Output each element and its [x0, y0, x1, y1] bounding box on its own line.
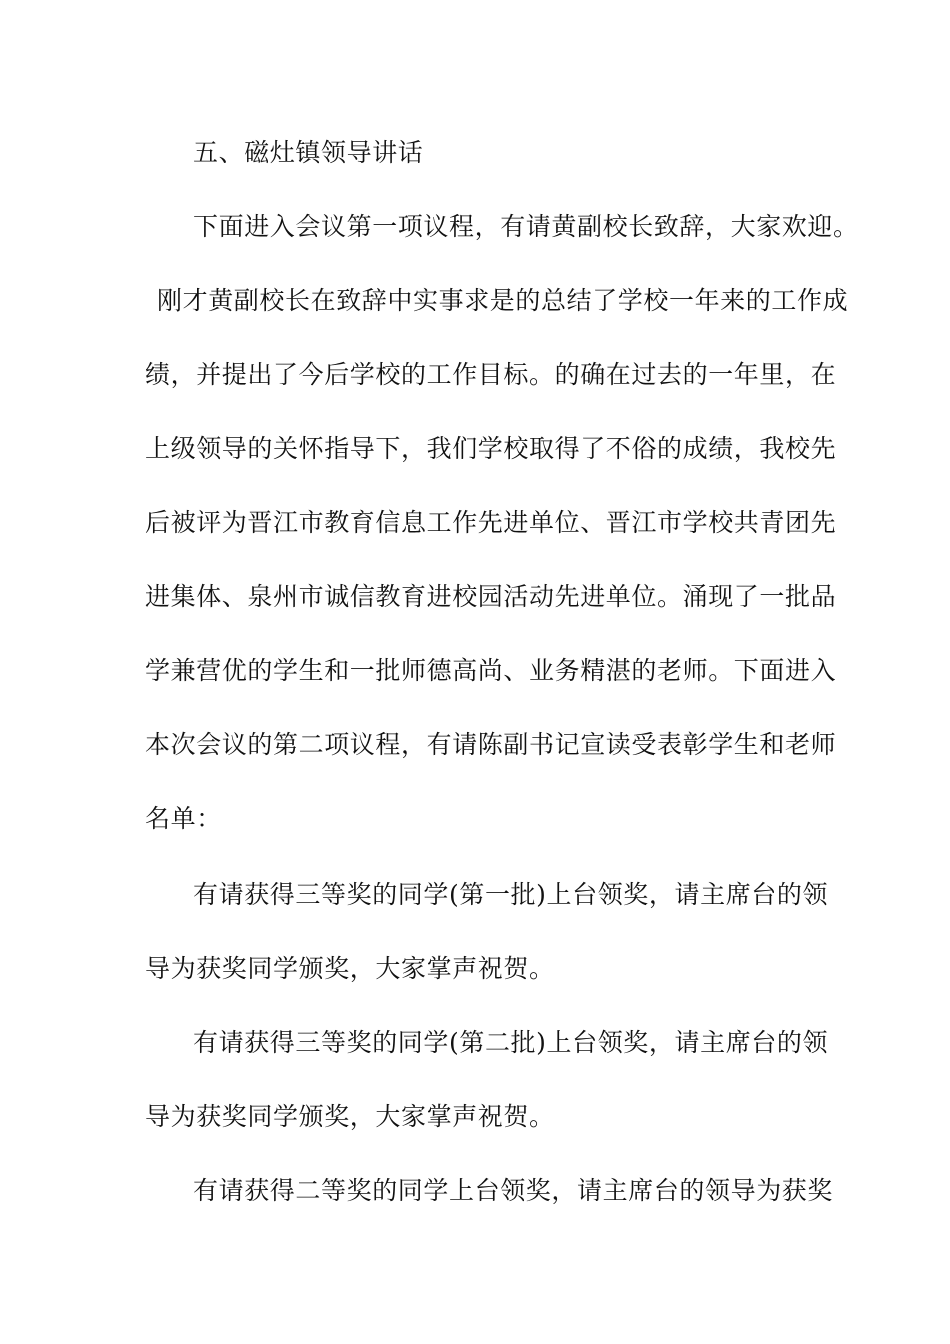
heading-line: 五、磁灶镇领导讲话: [193, 138, 424, 167]
paragraph-line: 本次会议的第二项议程，有请陈副书记宣读受表彰学生和老师: [145, 730, 837, 759]
paragraph-line: 导为获奖同学颁奖，大家掌声祝贺。: [145, 954, 555, 983]
paragraph-line: 有请获得二等奖的同学上台领奖，请主席台的领导为获奖: [193, 1176, 834, 1205]
paragraph-line: 绩，并提出了今后学校的工作目标。的确在过去的一年里，在: [145, 360, 837, 389]
paragraph-line: 名单：: [145, 804, 222, 833]
paragraph-line: 有请获得三等奖的同学(第二批)上台领奖，请主席台的领: [193, 1028, 829, 1057]
paragraph-line: 学兼营优的学生和一批师德高尚、业务精湛的老师。下面进入: [145, 656, 837, 685]
paragraph-line: 后被评为晋江市教育信息工作先进单位、晋江市学校共青团先: [145, 508, 837, 537]
paragraph-line: 下面进入会议第一项议程，有请黄副校长致辞，大家欢迎。: [193, 212, 859, 241]
paragraph-line: 有请获得三等奖的同学(第一批)上台领奖，请主席台的领: [193, 880, 829, 909]
paragraph-line: 刚才黄副校长在致辞中实事求是的总结了学校一年来的工作成: [157, 286, 849, 315]
paragraph-line: 导为获奖同学颁奖，大家掌声祝贺。: [145, 1102, 555, 1131]
paragraph-line: 进集体、泉州市诚信教育进校园活动先进单位。涌现了一批品: [145, 582, 837, 611]
paragraph-line: 上级领导的关怀指导下，我们学校取得了不俗的成绩，我校先: [145, 434, 837, 463]
